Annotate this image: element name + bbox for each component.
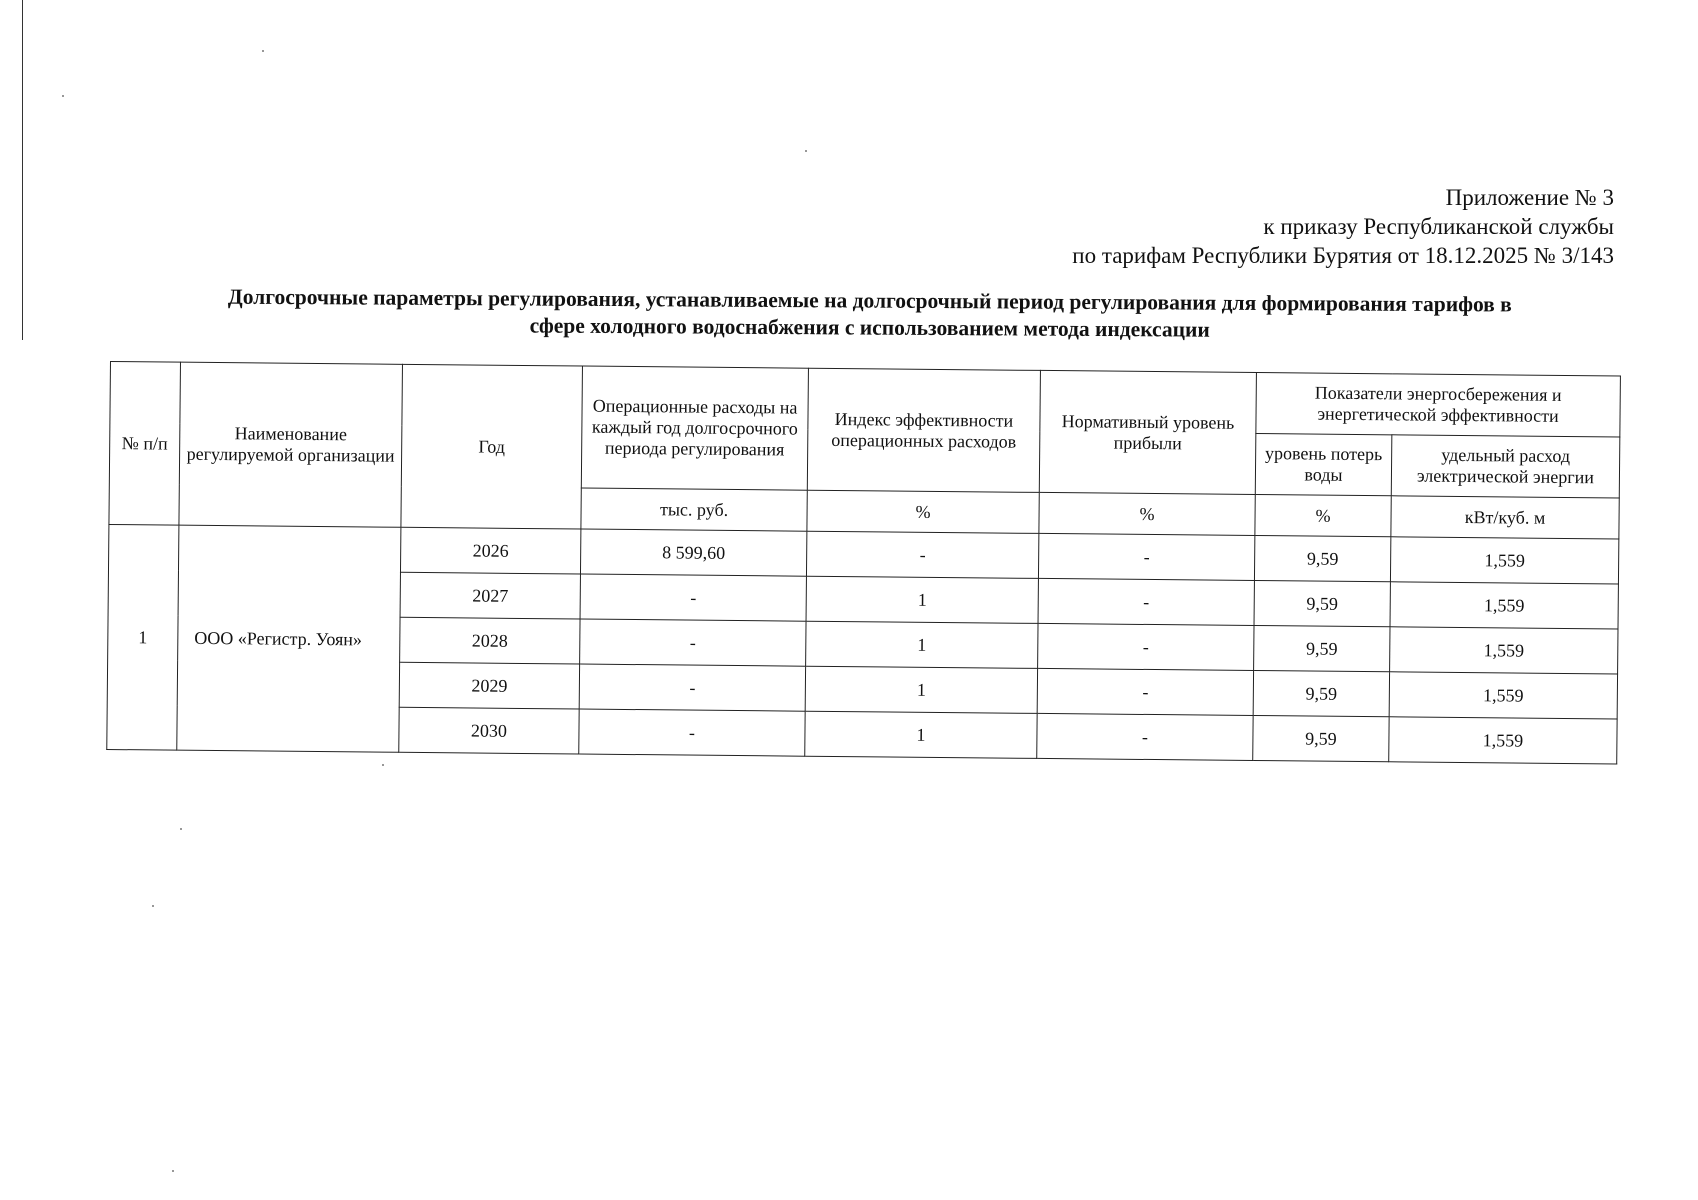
scan-speck <box>805 150 807 152</box>
unit-efficiency-index: % <box>807 490 1039 533</box>
cell-year: 2030 <box>399 707 579 754</box>
cell-electricity: 1,559 <box>1390 627 1618 674</box>
header-num: № п/п <box>109 362 181 526</box>
appendix-line-1: Приложение № 3 <box>1445 185 1614 210</box>
header-energy-group: Показатели энергосбережения и энергетической эффективности <box>1256 373 1621 437</box>
cell-profit-level: - <box>1037 668 1253 715</box>
cell-efficiency-index: - <box>806 531 1038 578</box>
parameters-table <box>106 361 1621 764</box>
scan-speck <box>262 50 264 52</box>
document-title <box>120 283 1620 346</box>
unit-electricity: кВт/куб. м <box>1391 496 1619 539</box>
cell-year: 2027 <box>400 572 580 619</box>
unit-opex: тыс. руб. <box>581 488 807 531</box>
cell-opex: 8 599,60 <box>580 529 806 576</box>
cell-profit-level: - <box>1038 533 1254 580</box>
parameters-table-wrapper <box>106 361 1620 764</box>
cell-water-loss: 9,59 <box>1254 535 1390 581</box>
cell-water-loss: 9,59 <box>1254 580 1390 626</box>
cell-efficiency-index: 1 <box>805 711 1037 758</box>
scan-margin-line <box>22 0 23 340</box>
scan-speck <box>382 764 384 766</box>
document-title-line-2: сфере холодного водоснабжения с использованием метода индексации <box>529 313 1210 342</box>
appendix-note <box>1072 183 1614 270</box>
cell-opex: - <box>579 664 805 711</box>
scan-speck <box>172 1170 174 1172</box>
appendix-line-2: к приказу Республиканской службы <box>1263 214 1614 239</box>
document-title-line-1: Долгосрочные параметры регулирования, устанавливаемые на долгосрочный период регулирования для формирования тарифов в <box>227 284 1512 317</box>
cell-profit-level: - <box>1038 578 1254 625</box>
unit-profit-level: % <box>1039 492 1255 535</box>
cell-water-loss: 9,59 <box>1254 625 1390 671</box>
cell-electricity: 1,559 <box>1389 717 1617 764</box>
scan-speck <box>180 828 182 830</box>
cell-electricity: 1,559 <box>1390 582 1618 629</box>
header-organization: Наименование регулируемой организации <box>179 362 403 527</box>
cell-profit-level: - <box>1038 623 1254 670</box>
header-profit-level: Нормативный уровень прибыли <box>1039 370 1256 494</box>
header-row-1 <box>110 362 1621 437</box>
cell-efficiency-index: 1 <box>806 621 1038 668</box>
cell-opex: - <box>579 709 805 756</box>
scan-speck <box>152 905 154 907</box>
cell-year: 2028 <box>400 617 580 664</box>
header-water-loss: уровень потерь воды <box>1255 434 1392 496</box>
header-efficiency-index: Индекс эффективности операционных расходов <box>807 368 1040 492</box>
cell-year: 2029 <box>399 662 579 709</box>
appendix-line-3: по тарифам Республики Бурятия от 18.12.2025 № 3/143 <box>1072 243 1614 268</box>
cell-opex: - <box>580 619 806 666</box>
scan-speck <box>62 95 64 97</box>
header-electricity: удельный расход электрической энергии <box>1391 435 1620 498</box>
cell-electricity: 1,559 <box>1389 672 1617 719</box>
unit-water-loss: % <box>1255 494 1391 536</box>
header-opex: Операционные расходы на каждый год долгосрочного периода регулирования <box>581 366 808 490</box>
cell-efficiency-index: 1 <box>806 576 1038 623</box>
cell-profit-level: - <box>1037 713 1253 760</box>
cell-year: 2026 <box>400 527 580 574</box>
cell-efficiency-index: 1 <box>805 666 1037 713</box>
cell-water-loss: 9,59 <box>1253 715 1389 761</box>
cell-electricity: 1,559 <box>1390 537 1618 584</box>
cell-water-loss: 9,59 <box>1253 670 1389 716</box>
organization-number: 1 <box>107 524 179 750</box>
header-year: Год <box>401 364 583 529</box>
organization-name: ООО «Регистр. Уоян» <box>177 525 401 752</box>
cell-opex: - <box>580 574 806 621</box>
